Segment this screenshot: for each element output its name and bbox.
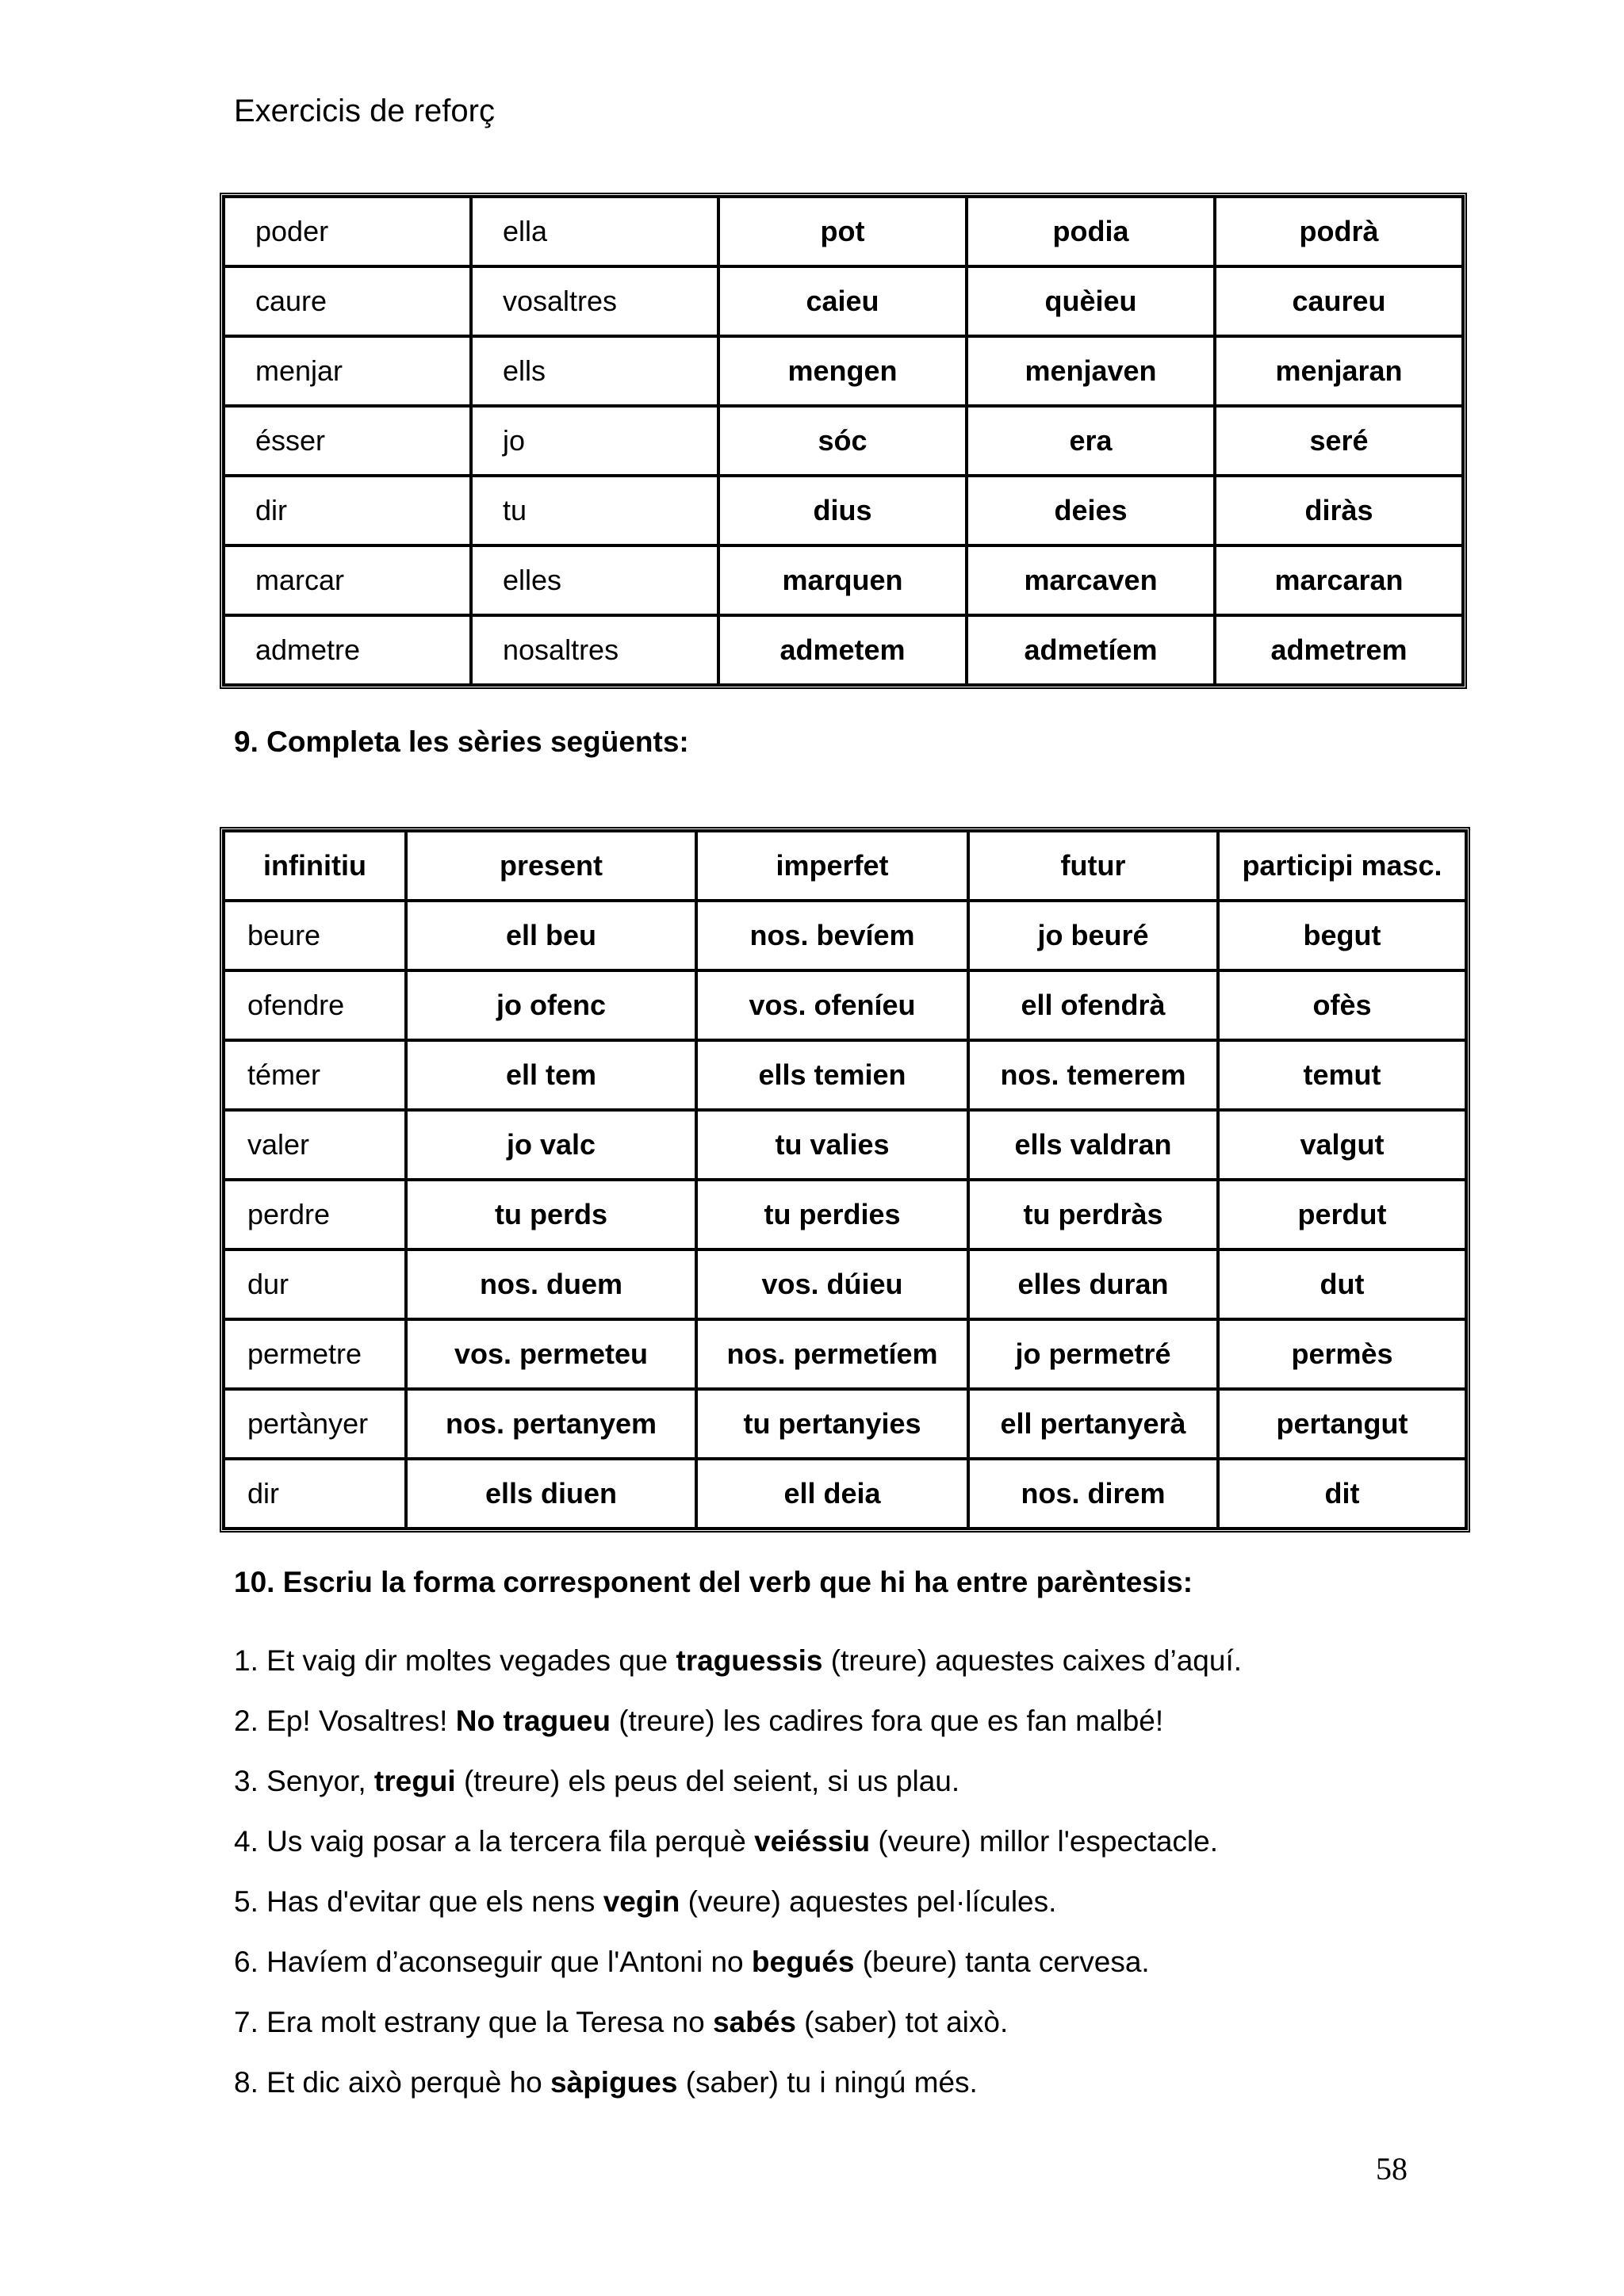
table-cell: ells valdran [968,1110,1218,1180]
table-cell: tu pertanyies [696,1389,968,1459]
answer-verb: traguessis [676,1644,823,1677]
table-cell: marcaven [967,545,1215,615]
table-cell: menjaran [1215,336,1463,406]
table-cell: menjaven [967,336,1215,406]
table-cell: ell pertanyerà [968,1389,1218,1459]
answer-verb: veiéssiu [754,1825,871,1858]
table-cell: elles duran [968,1249,1218,1319]
table-cell: tu valies [696,1110,968,1180]
table-cell: admetem [718,615,967,685]
sentence-text: 6. Havíem d’aconseguir que l'Antoni no [234,1946,752,1978]
answer-verb: tregui [373,1765,456,1797]
table-cell: deies [967,476,1215,545]
sentence-item [234,1701,1242,1762]
answer-verb: sàpigues [550,2066,678,2099]
answer-verb: begués [751,1946,855,1978]
table-cell: vosaltres [471,266,718,336]
table-cell: permès [1218,1319,1466,1389]
table-cell: era [967,406,1215,476]
column-header: present [406,831,696,901]
table-cell: ell tem [406,1040,696,1110]
table-cell: marcaran [1215,545,1463,615]
table-row [224,545,1463,615]
table-cell: elles [471,545,718,615]
table-row [224,266,1463,336]
table-cell: caureu [1215,266,1463,336]
table-cell: ofendre [224,970,406,1040]
answer-verb: sabés [712,2006,796,2038]
table-cell: jo beuré [968,901,1218,970]
sentence-text: (treure) aquestes caixes d’aquí. [822,1644,1243,1677]
verb-conjugation-table-body [224,197,1463,685]
table-cell: pertànyer [224,1389,406,1459]
table-cell: nos. bevíem [696,901,968,970]
column-header: futur [968,831,1218,901]
sentence-text: 2. Ep! Vosaltres! [234,1705,456,1737]
table-cell: jo valc [406,1110,696,1180]
verb-conjugation-table [220,193,1467,689]
sentence-text: (veure) millor l'espectacle. [870,1825,1219,1858]
table-cell: menjar [224,336,471,406]
table-cell: seré [1215,406,1463,476]
table-cell: marquen [718,545,967,615]
table-cell: ofès [1218,970,1466,1040]
sentence-text: 5. Has d'evitar que els nens [234,1885,603,1918]
table-cell: vos. permeteu [406,1319,696,1389]
sentence-text: (veure) aquestes pel·lícules. [680,1885,1057,1918]
table-cell: ell ofendrà [968,970,1218,1040]
table-cell: tu perdràs [968,1180,1218,1249]
table-cell: valer [224,1110,406,1180]
table-cell: dit [1218,1459,1466,1529]
column-header: participi masc. [1218,831,1466,901]
sentence-text: 1. Et vaig dir moltes vegades que [234,1644,676,1677]
table-row [224,1249,1466,1319]
table-cell: perdre [224,1180,406,1249]
table-cell: mengen [718,336,967,406]
table-cell: podrà [1215,197,1463,266]
table-cell: pertangut [1218,1389,1466,1459]
table-cell: ells diuen [406,1459,696,1529]
table-cell: admetíem [967,615,1215,685]
sentence-item [234,2003,1242,2063]
table-cell: dut [1218,1249,1466,1319]
sentence-text: 7. Era molt estrany que la Teresa no [234,2006,713,2038]
page-header-title: Exercicis de reforç [234,94,495,128]
table-cell: beure [224,901,406,970]
sentence-text: (treure) les cadires fora que es fan malbé! [611,1705,1164,1737]
sentence-text: (beure) tanta cervesa. [854,1946,1150,1978]
table-cell: quèieu [967,266,1215,336]
sentence-text: 3. Senyor, [234,1765,374,1797]
table-header-row [224,831,1466,901]
table-cell: admetre [224,615,471,685]
table-cell: ells temien [696,1040,968,1110]
table-row [224,406,1463,476]
table-row [224,1459,1466,1529]
table-row [224,970,1466,1040]
table-cell: caieu [718,266,967,336]
table-cell: begut [1218,901,1466,970]
table-cell: ell deia [696,1459,968,1529]
table-row [224,476,1463,545]
table-cell: dius [718,476,967,545]
table-row [224,336,1463,406]
table-cell: tu perdies [696,1180,968,1249]
sentence-item [234,2063,1242,2123]
table-cell: jo [471,406,718,476]
sentence-item [234,1762,1242,1822]
table-cell: sóc [718,406,967,476]
table-cell: admetrem [1215,615,1463,685]
table-cell: poder [224,197,471,266]
table-cell: ell beu [406,901,696,970]
table-row [224,615,1463,685]
table-cell: jo ofenc [406,970,696,1040]
exercise-10-heading: 10. Escriu la forma corresponent del verb que hi ha entre parèntesis: [234,1566,1193,1598]
table-cell: vos. dúieu [696,1249,968,1319]
table-cell: nos. temerem [968,1040,1218,1110]
column-header: imperfet [696,831,968,901]
table-cell: nos. pertanyem [406,1389,696,1459]
table-cell: pot [718,197,967,266]
series-table-body [224,901,1466,1529]
table-cell: diràs [1215,476,1463,545]
answer-verb: No tragueu [455,1705,611,1737]
table-cell: perdut [1218,1180,1466,1249]
table-row [224,1389,1466,1459]
table-cell: permetre [224,1319,406,1389]
sentence-item [234,1942,1242,2003]
table-row [224,197,1463,266]
sentence-text: (treure) els peus del seient, si us plau. [455,1765,960,1797]
table-row [224,1319,1466,1389]
exercise-10-sentence-list [234,1641,1242,2123]
series-table-header [224,831,1466,901]
table-cell: nos. permetíem [696,1319,968,1389]
table-cell: dir [224,1459,406,1529]
sentence-item [234,1641,1242,1701]
table-cell: jo permetré [968,1319,1218,1389]
sentence-item [234,1822,1242,1882]
table-cell: ells [471,336,718,406]
table-row [224,1040,1466,1110]
page-number: 58 [1376,2151,1408,2187]
series-table [220,827,1470,1533]
table-cell: ella [471,197,718,266]
table-cell: dur [224,1249,406,1319]
table-row [224,1110,1466,1180]
table-cell: vos. ofeníeu [696,970,968,1040]
sentence-text: 4. Us vaig posar a la tercera fila perquè [234,1825,755,1858]
table-cell: marcar [224,545,471,615]
table-cell: podia [967,197,1215,266]
sentence-text: 8. Et dic això perquè ho [234,2066,551,2099]
answer-verb: vegin [603,1885,680,1918]
table-cell: témer [224,1040,406,1110]
table-cell: nos. direm [968,1459,1218,1529]
table-row [224,1180,1466,1249]
table-cell: nosaltres [471,615,718,685]
table-cell: caure [224,266,471,336]
exercise-9-heading: 9. Completa les sèries següents: [234,725,689,758]
sentence-item [234,1882,1242,1942]
table-cell: temut [1218,1040,1466,1110]
table-cell: dir [224,476,471,545]
table-cell: ésser [224,406,471,476]
table-cell: tu perds [406,1180,696,1249]
table-cell: nos. duem [406,1249,696,1319]
table-row [224,901,1466,970]
column-header: infinitiu [224,831,406,901]
sentence-text: (saber) tot això. [795,2006,1009,2038]
sentence-text: (saber) tu i ningú més. [677,2066,978,2099]
table-cell: tu [471,476,718,545]
table-cell: valgut [1218,1110,1466,1180]
